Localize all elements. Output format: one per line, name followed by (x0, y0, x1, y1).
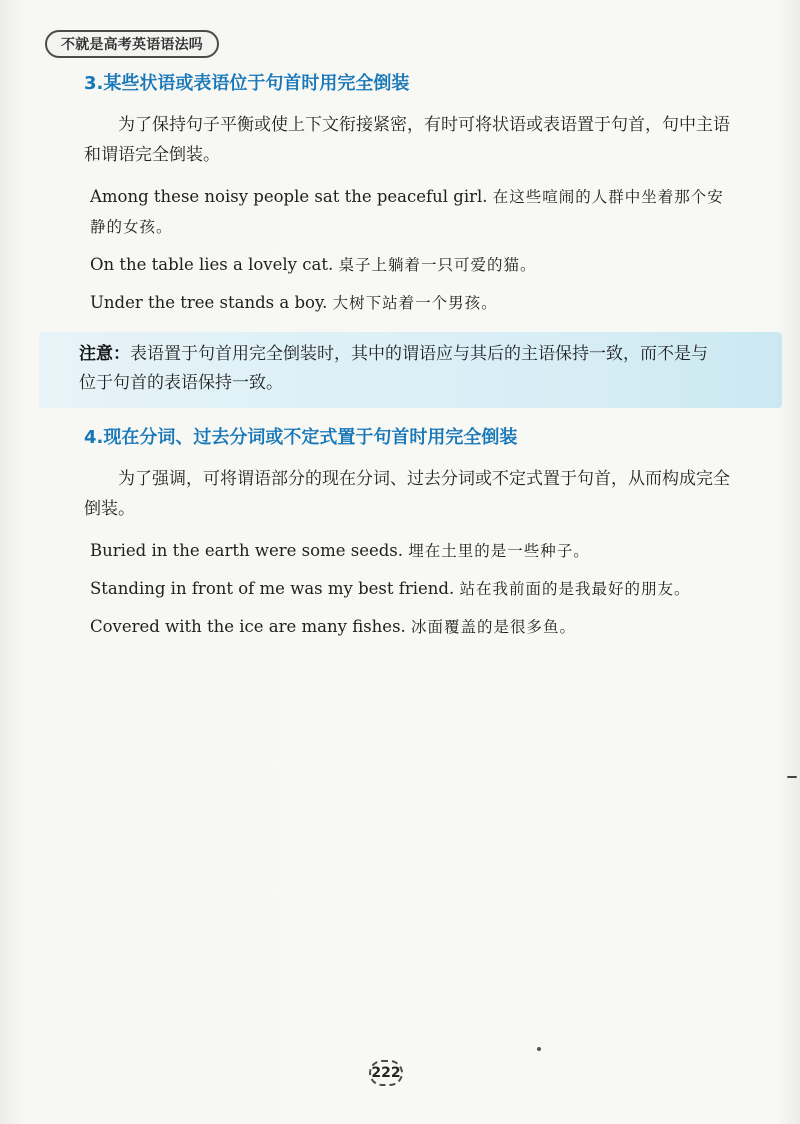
example-4-1-zh: 埋在土里的是一些种子。 (408, 542, 590, 560)
example-3-1-zh: 在这些喧闹的人群中坐着那个安静的女孩。 (90, 188, 724, 236)
section-4-title: 4.现在分词、过去分词或不定式置于句首时用完全倒装 (84, 427, 518, 448)
example-4-2-zh: 站在我前面的是我最好的朋友。 (459, 580, 691, 598)
example-4-3-en: Covered with the ice are many fishes. (90, 617, 406, 636)
book-title-badge: 不就是高考英语语法吗 (45, 30, 219, 58)
section-3 (84, 70, 730, 318)
example-3-2-en: On the table lies a lovely cat. (90, 255, 334, 274)
page-content (79, 70, 730, 650)
section-3-intro: 为了保持句子平衡或使上下文衔接紧密，有时可将状语或表语置于句首，句中主语和谓语完全倒装。 (84, 115, 730, 165)
example-3-1-en: Among these noisy people sat the peaceful girl. (90, 187, 488, 206)
example-3-3-zh: 大树下站着一个男孩。 (332, 294, 498, 312)
example-3-3-en: Under the tree stands a boy. (90, 293, 328, 312)
print-dot (537, 1047, 541, 1051)
example-4-3-zh: 冰面覆盖的是很多鱼。 (411, 618, 577, 636)
section-4-intro: 为了强调，可将谓语部分的现在分词、过去分词或不定式置于句首，从而构成完全倒装。 (84, 469, 730, 519)
example-3-3 (90, 288, 730, 318)
note-box (39, 332, 782, 408)
example-4-2-en: Standing in front of me was my best friend. (90, 579, 455, 598)
example-3-2-zh: 桌子上躺着一只可爱的猫。 (338, 256, 537, 274)
print-dot (787, 776, 797, 778)
note-text (79, 340, 722, 398)
example-4-3 (90, 612, 730, 642)
example-4-1-en: Buried in the earth were some seeds. (90, 541, 404, 560)
example-3-1 (90, 182, 730, 242)
example-4-1 (90, 536, 730, 566)
section-3-title: 3.某些状语或表语位于句首时用完全倒装 (84, 73, 410, 94)
example-3-2 (90, 250, 730, 280)
note-label: 注意： (79, 344, 130, 364)
page-number: 222 (369, 1060, 403, 1086)
note-body: 表语置于句首用完全倒装时，其中的谓语应与其后的主语保持一致，而不是与位于句首的表语保持一致。 (79, 344, 708, 393)
example-4-2 (90, 574, 730, 604)
section-4 (84, 424, 730, 642)
